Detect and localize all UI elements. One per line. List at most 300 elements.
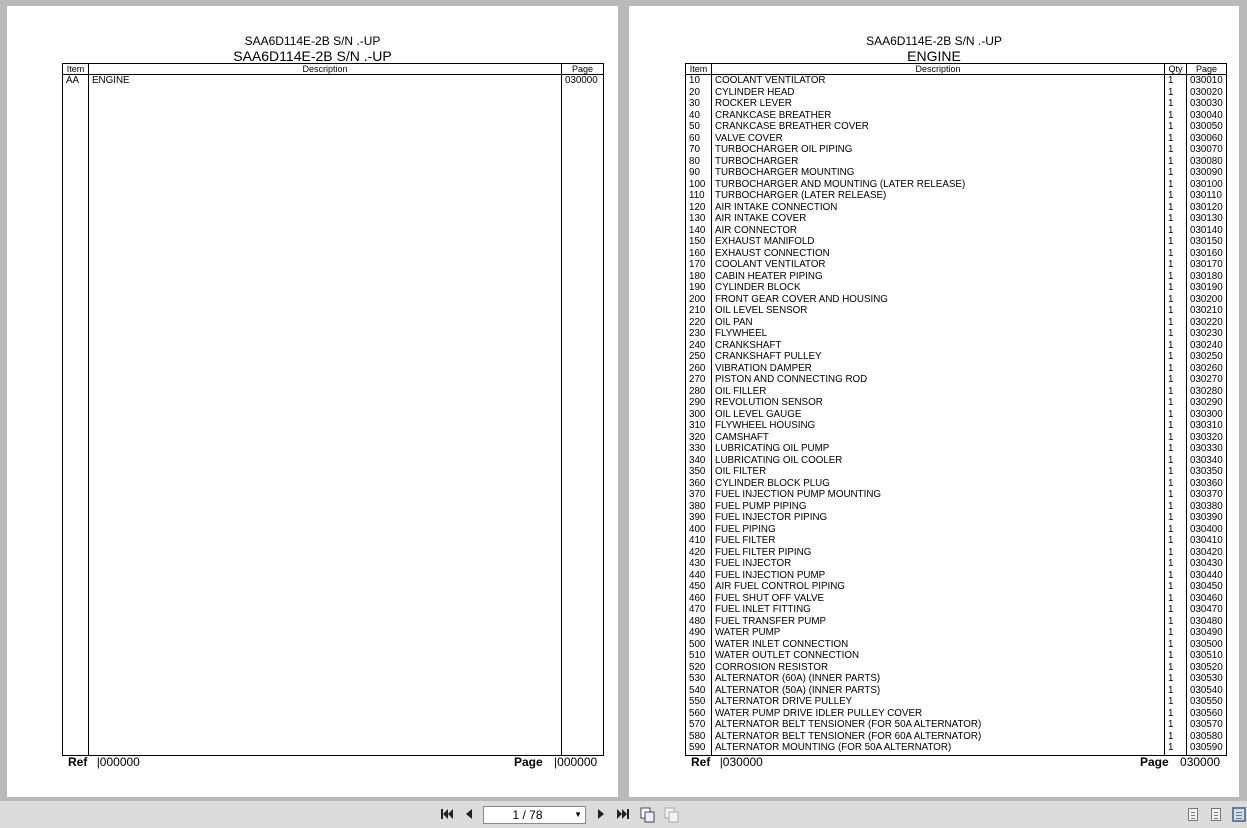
cell-item: 510 — [689, 650, 706, 661]
table-row — [686, 282, 1227, 294]
cell-qty: 1 — [1165, 317, 1187, 329]
table-row — [686, 662, 1227, 674]
cell-qty: 1 — [1165, 248, 1187, 260]
cell-description: ENGINE — [89, 75, 562, 87]
column-header-page: Page — [562, 64, 604, 75]
cell-qty: 1 — [1165, 190, 1187, 202]
cell-qty: 1 — [1165, 397, 1187, 409]
table-row — [686, 731, 1227, 743]
cell-description: CYLINDER BLOCK — [712, 282, 1165, 294]
cell-item: 310 — [689, 420, 706, 431]
cell-page: 030360 — [1187, 478, 1227, 490]
first-page-icon[interactable] — [439, 807, 455, 823]
cell-item: 220 — [689, 316, 706, 328]
cell-item: 60 — [689, 132, 700, 144]
cell-qty: 1 — [1165, 455, 1187, 467]
cell-item: 140 — [689, 224, 706, 236]
cell-qty: 1 — [1165, 432, 1187, 444]
cell-qty: 1 — [1165, 409, 1187, 421]
cell-page: 030190 — [1187, 282, 1227, 294]
cell-item: 540 — [689, 684, 706, 696]
cell-qty: 1 — [1165, 547, 1187, 559]
table-row — [686, 627, 1227, 639]
table-row — [686, 133, 1227, 145]
cell-qty: 1 — [1165, 501, 1187, 513]
cell-description: OIL PAN — [712, 317, 1165, 329]
cell-qty: 1 — [1165, 144, 1187, 156]
cell-item: 260 — [689, 362, 706, 374]
cell-qty: 1 — [1165, 478, 1187, 490]
cell-item: 440 — [689, 569, 706, 581]
cell-page: 030350 — [1187, 466, 1227, 478]
cell-item: 170 — [689, 259, 706, 270]
cell-description: TURBOCHARGER OIL PIPING — [712, 144, 1165, 156]
page-indicator: 1 / 78 — [512, 808, 543, 822]
cell-page: 030180 — [1187, 271, 1227, 283]
cell-description: EXHAUST MANIFOLD — [712, 236, 1165, 248]
cell-page: 030020 — [1187, 87, 1227, 99]
footer-page — [1140, 755, 1220, 769]
page-title: SAA6D114E-2B S/N .-UP — [866, 34, 1002, 48]
ref-label: Ref — [691, 755, 711, 769]
cell-page: 030450 — [1187, 581, 1227, 593]
cell-qty: 1 — [1165, 673, 1187, 685]
cell-description: PISTON AND CONNECTING ROD — [712, 374, 1165, 386]
cell-description: FUEL INJECTION PUMP — [712, 570, 1165, 582]
cell-item: 20 — [689, 86, 700, 98]
cell-page: 030510 — [1187, 650, 1227, 662]
cell-description: CABIN HEATER PIPING — [712, 271, 1165, 283]
table-row — [686, 363, 1227, 375]
table-row — [686, 466, 1227, 478]
cell-description: CAMSHAFT — [712, 432, 1165, 444]
cell-qty: 1 — [1165, 696, 1187, 708]
table-row — [686, 432, 1227, 444]
cell-description: FUEL TRANSFER PUMP — [712, 616, 1165, 628]
cell-page: 030010 — [1187, 75, 1227, 87]
cell-page: 030580 — [1187, 731, 1227, 743]
table-row — [686, 604, 1227, 616]
table-row — [686, 144, 1227, 156]
cell-item: 390 — [689, 512, 706, 523]
cell-page: 030310 — [1187, 420, 1227, 432]
cell-item: 210 — [689, 305, 706, 316]
cell-page: 030000 — [562, 75, 604, 87]
table-row — [686, 455, 1227, 467]
cell-item: 590 — [689, 742, 706, 753]
column-header-item: Item — [63, 64, 89, 75]
cell-qty: 1 — [1165, 616, 1187, 628]
table-row — [686, 75, 1227, 87]
cell-qty: 1 — [1165, 202, 1187, 214]
cell-page: 030150 — [1187, 236, 1227, 248]
cell-qty: 1 — [1165, 156, 1187, 168]
table-row — [686, 524, 1227, 536]
cell-qty: 1 — [1165, 708, 1187, 720]
cell-item: 120 — [689, 201, 706, 213]
table-row — [686, 616, 1227, 628]
cell-page: 030060 — [1187, 133, 1227, 145]
table-row — [686, 593, 1227, 605]
cell-description: CYLINDER HEAD — [712, 87, 1165, 99]
cell-qty: 1 — [1165, 179, 1187, 191]
cell-page: 030170 — [1187, 259, 1227, 271]
cell-description: ALTERNATOR MOUNTING (FOR 50A ALTERNATOR) — [712, 742, 1165, 754]
cell-page: 030370 — [1187, 489, 1227, 501]
cell-qty: 1 — [1165, 742, 1187, 754]
cell-description: OIL LEVEL SENSOR — [712, 305, 1165, 317]
cell-page: 030230 — [1187, 328, 1227, 340]
column-header-qty: Qty — [1165, 64, 1187, 75]
table-row — [686, 420, 1227, 432]
cell-item: 530 — [689, 673, 706, 684]
cell-qty: 1 — [1165, 98, 1187, 110]
cell-qty: 1 — [1165, 386, 1187, 398]
table-row — [686, 340, 1227, 352]
page-value: 030000 — [1180, 755, 1221, 769]
table-row — [686, 650, 1227, 662]
cell-qty: 1 — [1165, 133, 1187, 145]
cell-page: 030040 — [1187, 110, 1227, 122]
cell-page: 030140 — [1187, 225, 1227, 237]
cell-item: 290 — [689, 397, 706, 408]
cell-page: 030480 — [1187, 616, 1227, 628]
table-row — [686, 478, 1227, 490]
cell-qty: 1 — [1165, 121, 1187, 133]
cell-page: 030540 — [1187, 685, 1227, 697]
cell-description: CRANKSHAFT PULLEY — [712, 351, 1165, 363]
cell-item: 580 — [689, 730, 706, 742]
right-page — [629, 6, 1239, 797]
cell-item: 190 — [689, 282, 706, 293]
cell-description: COOLANT VENTILATOR — [712, 259, 1165, 271]
cell-item: 100 — [689, 178, 706, 190]
table-row — [686, 512, 1227, 524]
cell-page: 030090 — [1187, 167, 1227, 179]
cell-item: 460 — [689, 592, 706, 604]
table-row — [686, 294, 1227, 306]
cell-item: 50 — [689, 121, 700, 132]
cell-item: 10 — [689, 75, 700, 86]
cell-description: TURBOCHARGER (LATER RELEASE) — [712, 190, 1165, 202]
cell-item: 370 — [689, 489, 706, 500]
cell-item: 500 — [689, 638, 706, 650]
cell-description: OIL LEVEL GAUGE — [712, 409, 1165, 421]
cell-qty: 1 — [1165, 627, 1187, 639]
cell-page: 030050 — [1187, 121, 1227, 133]
table-row — [686, 121, 1227, 133]
left-page — [7, 6, 618, 797]
cell-qty: 1 — [1165, 340, 1187, 352]
cell-item: 410 — [689, 535, 706, 546]
cell-qty: 1 — [1165, 639, 1187, 651]
table-row — [686, 570, 1227, 582]
cell-description: LUBRICATING OIL PUMP — [712, 443, 1165, 455]
table-row — [686, 696, 1227, 708]
cell-page: 030130 — [1187, 213, 1227, 225]
parts-table-right — [685, 63, 1227, 756]
page-value: |000000 — [554, 755, 598, 769]
cell-description: ALTERNATOR (60A) (INNER PARTS) — [712, 673, 1165, 685]
cell-qty: 1 — [1165, 110, 1187, 122]
cell-page: 030400 — [1187, 524, 1227, 536]
table-row — [686, 489, 1227, 501]
table-row — [686, 317, 1227, 329]
footer-page — [514, 755, 597, 769]
cell-description: AIR FUEL CONTROL PIPING — [712, 581, 1165, 593]
cell-page: 030560 — [1187, 708, 1227, 720]
continuous-view-icon[interactable] — [1211, 808, 1221, 821]
page-label: Page — [514, 755, 543, 769]
cell-description: TURBOCHARGER MOUNTING — [712, 167, 1165, 179]
cell-item: 280 — [689, 385, 706, 397]
cell-item: 300 — [689, 408, 706, 420]
table-row — [686, 639, 1227, 651]
cell-description: FUEL INJECTION PUMP MOUNTING — [712, 489, 1165, 501]
cell-description: VIBRATION DAMPER — [712, 363, 1165, 375]
cell-description: AIR CONNECTOR — [712, 225, 1165, 237]
cell-qty: 1 — [1165, 282, 1187, 294]
cell-item: 520 — [689, 661, 706, 673]
table-row — [686, 409, 1227, 421]
cell-description: WATER OUTLET CONNECTION — [712, 650, 1165, 662]
cell-page: 030530 — [1187, 673, 1227, 685]
cell-page: 030330 — [1187, 443, 1227, 455]
cell-description: FUEL INJECTOR — [712, 558, 1165, 570]
cell-item: 430 — [689, 558, 706, 569]
table-row — [686, 685, 1227, 697]
cell-qty: 1 — [1165, 581, 1187, 593]
cell-description: OIL FILLER — [712, 386, 1165, 398]
two-page-view-icon[interactable] — [1233, 808, 1245, 821]
cell-description: LUBRICATING OIL COOLER — [712, 455, 1165, 467]
cell-qty: 1 — [1165, 719, 1187, 731]
table-row — [686, 397, 1227, 409]
cell-qty: 1 — [1165, 75, 1187, 87]
cell-description: FUEL PUMP PIPING — [712, 501, 1165, 513]
cell-qty: 1 — [1165, 328, 1187, 340]
cell-item: 80 — [689, 155, 700, 167]
table-row — [686, 443, 1227, 455]
table-row — [686, 558, 1227, 570]
cell-page: 030110 — [1187, 190, 1227, 202]
table-row — [686, 547, 1227, 559]
cell-description: ALTERNATOR (50A) (INNER PARTS) — [712, 685, 1165, 697]
cell-page: 030430 — [1187, 558, 1227, 570]
cell-item: 350 — [689, 466, 706, 477]
cell-item: 240 — [689, 339, 706, 351]
cell-qty: 1 — [1165, 374, 1187, 386]
cell-description: CYLINDER BLOCK PLUG — [712, 478, 1165, 490]
previous-page-icon[interactable] — [461, 807, 477, 823]
cell-qty: 1 — [1165, 570, 1187, 582]
cell-qty: 1 — [1165, 731, 1187, 743]
ref-value: |000000 — [96, 755, 140, 769]
cell-description: ROCKER LEVER — [712, 98, 1165, 110]
cell-page: 030550 — [1187, 696, 1227, 708]
table-row — [686, 708, 1227, 720]
cell-qty: 1 — [1165, 420, 1187, 432]
cell-description: WATER PUMP DRIVE IDLER PULLEY COVER — [712, 708, 1165, 720]
table-row — [686, 190, 1227, 202]
table-row — [686, 386, 1227, 398]
cell-page: 030380 — [1187, 501, 1227, 513]
cell-description: VALVE COVER — [712, 133, 1165, 145]
cell-description: FRONT GEAR COVER AND HOUSING — [712, 294, 1165, 306]
copy-icon[interactable] — [640, 807, 656, 823]
cell-page: 030210 — [1187, 305, 1227, 317]
cell-item: 230 — [689, 328, 706, 339]
table-row — [686, 213, 1227, 225]
cell-qty: 1 — [1165, 489, 1187, 501]
cell-qty: 1 — [1165, 650, 1187, 662]
cell-description: WATER PUMP — [712, 627, 1165, 639]
cell-description: TURBOCHARGER AND MOUNTING (LATER RELEASE) — [712, 179, 1165, 191]
cell-description: FUEL SHUT OFF VALVE — [712, 593, 1165, 605]
cell-item: 130 — [689, 213, 706, 224]
cell-qty: 1 — [1165, 167, 1187, 179]
cell-page: 030440 — [1187, 570, 1227, 582]
cell-qty: 1 — [1165, 213, 1187, 225]
cell-qty: 1 — [1165, 662, 1187, 674]
cell-page: 030490 — [1187, 627, 1227, 639]
column-header-description: Description — [89, 64, 562, 75]
cell-item: 320 — [689, 431, 706, 443]
next-page-icon[interactable] — [593, 807, 609, 823]
cell-description: OIL FILTER — [712, 466, 1165, 478]
single-page-view-icon[interactable] — [1188, 808, 1198, 821]
cell-qty: 1 — [1165, 225, 1187, 237]
cell-item: 450 — [689, 581, 706, 592]
cell-description: CRANKCASE BREATHER — [712, 110, 1165, 122]
cell-page: 030240 — [1187, 340, 1227, 352]
cell-page: 030270 — [1187, 374, 1227, 386]
cell-qty: 1 — [1165, 593, 1187, 605]
cell-page: 030280 — [1187, 386, 1227, 398]
cell-description: FUEL PIPING — [712, 524, 1165, 536]
cell-item: 470 — [689, 604, 706, 615]
table-row — [686, 110, 1227, 122]
cell-page: 030120 — [1187, 202, 1227, 214]
cell-item: 360 — [689, 477, 706, 489]
cell-qty: 1 — [1165, 535, 1187, 547]
cell-description: COOLANT VENTILATOR — [712, 75, 1165, 87]
cell-qty: 1 — [1165, 271, 1187, 283]
table-row — [686, 535, 1227, 547]
cell-item: 70 — [689, 144, 700, 155]
cell-page: 030260 — [1187, 363, 1227, 375]
column-header-item: Item — [686, 64, 712, 75]
column-header-description: Description — [712, 64, 1165, 75]
cell-description: AIR INTAKE CONNECTION — [712, 202, 1165, 214]
cell-qty: 1 — [1165, 236, 1187, 248]
cell-page: 030500 — [1187, 639, 1227, 651]
cell-description: REVOLUTION SENSOR — [712, 397, 1165, 409]
cell-page: 030390 — [1187, 512, 1227, 524]
table-row — [686, 202, 1227, 214]
copy-disabled-icon[interactable] — [664, 807, 680, 823]
page-number-select[interactable] — [483, 806, 586, 824]
cell-item: 550 — [689, 696, 706, 707]
cell-item: AA — [66, 75, 80, 86]
cell-page: 030300 — [1187, 409, 1227, 421]
cell-description: ALTERNATOR BELT TENSIONER (FOR 60A ALTERNATOR) — [712, 731, 1165, 743]
ref-label: Ref — [68, 755, 88, 769]
ref-value: |030000 — [719, 755, 763, 769]
table-row — [686, 351, 1227, 363]
cell-qty: 1 — [1165, 524, 1187, 536]
table-row — [686, 236, 1227, 248]
last-page-icon[interactable] — [615, 807, 631, 823]
cell-item: 30 — [689, 98, 700, 109]
cell-page: 030200 — [1187, 294, 1227, 306]
table-row — [686, 248, 1227, 260]
table-row — [686, 581, 1227, 593]
cell-qty: 1 — [1165, 466, 1187, 478]
cell-item: 160 — [689, 247, 706, 259]
table-row — [686, 98, 1227, 110]
column-header-page: Page — [1187, 64, 1227, 75]
cell-item: 340 — [689, 454, 706, 466]
table-row — [686, 87, 1227, 99]
cell-description: FUEL INLET FITTING — [712, 604, 1165, 616]
cell-page: 030410 — [1187, 535, 1227, 547]
cell-description: FUEL FILTER PIPING — [712, 547, 1165, 559]
cell-item: 400 — [689, 523, 706, 535]
table-row — [686, 742, 1227, 754]
cell-item: 90 — [689, 167, 700, 178]
cell-item: 180 — [689, 270, 706, 282]
table-row — [686, 156, 1227, 168]
cell-qty: 1 — [1165, 294, 1187, 306]
cell-qty: 1 — [1165, 259, 1187, 271]
cell-page: 030520 — [1187, 662, 1227, 674]
table-row — [686, 305, 1227, 317]
cell-qty: 1 — [1165, 558, 1187, 570]
cell-qty: 1 — [1165, 363, 1187, 375]
cell-qty: 1 — [1165, 685, 1187, 697]
cell-description: WATER INLET CONNECTION — [712, 639, 1165, 651]
cell-item: 200 — [689, 293, 706, 305]
table-row — [686, 259, 1227, 271]
cell-item: 570 — [689, 719, 706, 730]
cell-item: 40 — [689, 109, 700, 121]
table-row — [686, 167, 1227, 179]
footer-ref — [691, 755, 763, 769]
cell-page: 030070 — [1187, 144, 1227, 156]
cell-description: EXHAUST CONNECTION — [712, 248, 1165, 260]
cell-page: 030100 — [1187, 179, 1227, 191]
cell-item: 380 — [689, 500, 706, 512]
page-subtitle: SAA6D114E-2B S/N .-UP — [233, 48, 392, 64]
footer-ref — [68, 755, 140, 769]
cell-description: FLYWHEEL HOUSING — [712, 420, 1165, 432]
cell-page: 030080 — [1187, 156, 1227, 168]
table-row — [686, 719, 1227, 731]
table-row — [686, 225, 1227, 237]
cell-item: 250 — [689, 351, 706, 362]
cell-qty: 1 — [1165, 512, 1187, 524]
table-row — [63, 75, 604, 87]
cell-description: ALTERNATOR BELT TENSIONER (FOR 50A ALTERNATOR) — [712, 719, 1165, 731]
cell-description: CORROSION RESISTOR — [712, 662, 1165, 674]
table-row — [686, 374, 1227, 386]
cell-page: 030290 — [1187, 397, 1227, 409]
cell-description: ALTERNATOR DRIVE PULLEY — [712, 696, 1165, 708]
cell-item: 480 — [689, 615, 706, 627]
table-filler-row — [63, 87, 604, 756]
page-subtitle: ENGINE — [907, 48, 961, 64]
